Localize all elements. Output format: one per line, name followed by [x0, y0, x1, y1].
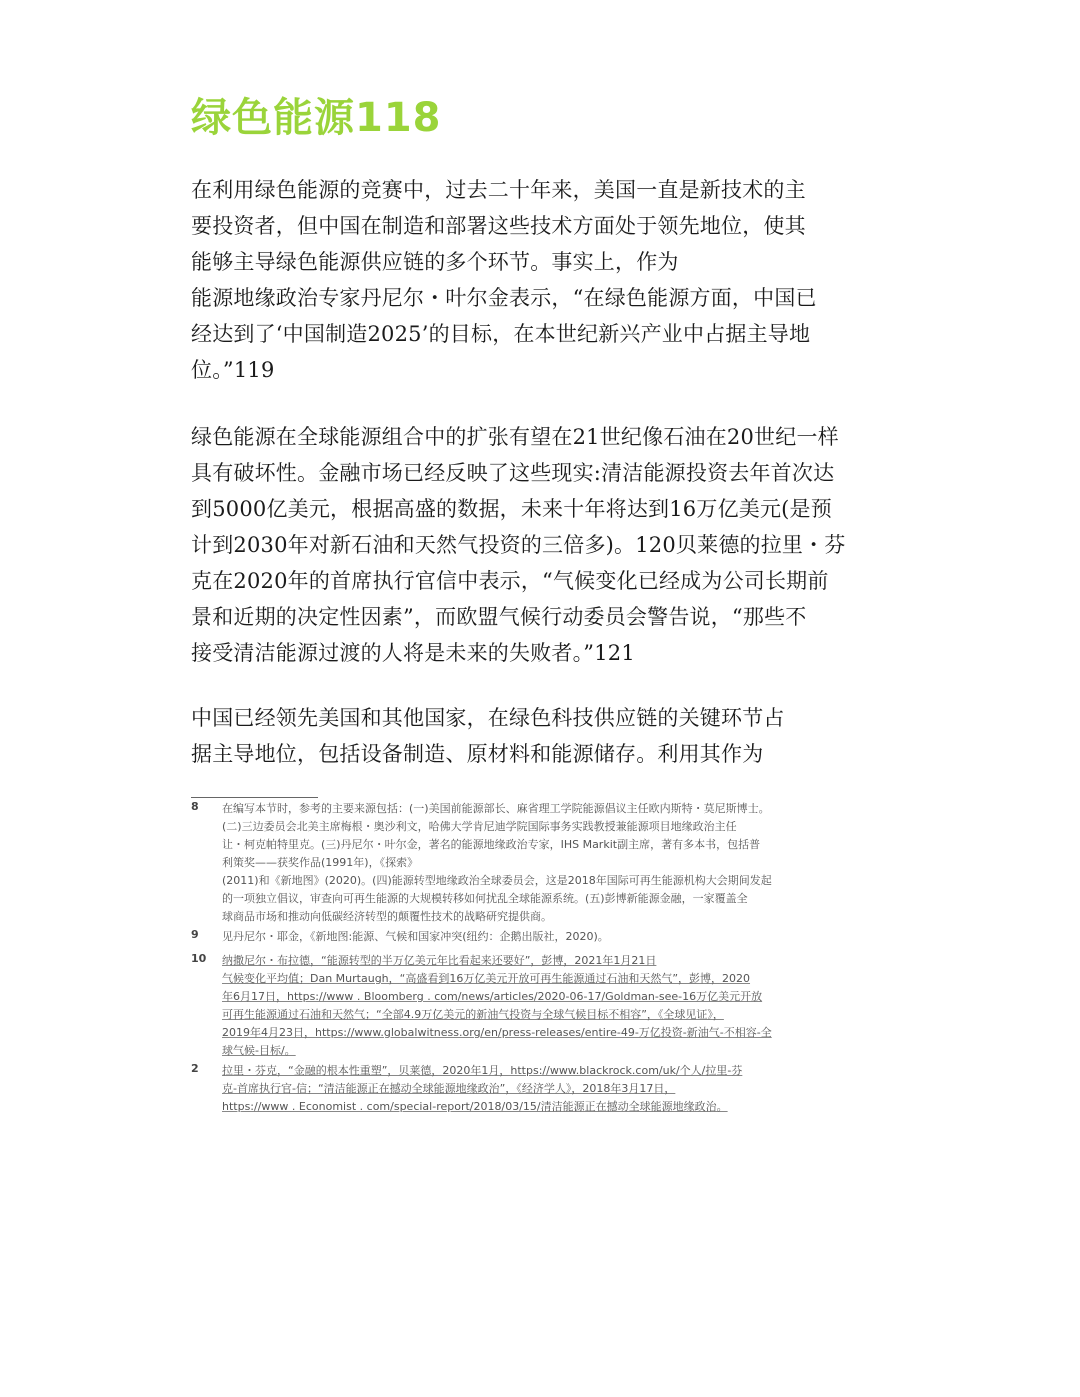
footnote-number: 8 [191, 800, 199, 813]
text-line: 具有破坏性。金融市场已经反映了这些现实:清洁能源投资去年首次达 [191, 461, 835, 485]
text-line: 在利用绿色能源的竞赛中，过去二十年来，美国一直是新技术的主 [191, 178, 806, 202]
footnote-number: 10 [191, 952, 207, 965]
footnote-line: https://www . Economist . com/special-report/2018/03/15/清洁能源正在撼动全球能源地缘政治。 [222, 1100, 728, 1113]
footnote-number: 2 [191, 1062, 199, 1075]
text-line: 接受清洁能源过渡的人将是未来的失败者。”121 [191, 641, 635, 665]
text-line: 绿色能源在全球能源组合中的扩张有望在21世纪像石油在20世纪一样 [191, 425, 839, 449]
footnote-line: 球气候-目标/。 [222, 1044, 296, 1057]
footnote-line: 年6月17日，https://www . Bloomberg . com/news/articles/2020-06-17/Goldman-see-16万亿美元开放 [222, 990, 763, 1003]
text-line: 中国已经领先美国和其他国家，在绿色科技供应链的关键环节占 [191, 706, 785, 730]
page-title: 绿色能源118 [191, 95, 442, 141]
text-line: 要投资者，但中国在制造和部署这些技术方面处于领先地位，使其 [191, 214, 806, 238]
footnote-line: 气候变化平均值；Dan Murtaugh，“高盛看到16万亿美元开放可再生能源通过石油和天然气”，彭博，2020 [222, 972, 751, 985]
paragraph-3 [191, 700, 841, 772]
footnote-line: 球商品市场和推动向低碳经济转型的颠覆性技术的战略研究提供商。 [222, 910, 552, 923]
text-line: 能够主导绿色能源供应链的多个环节。事实上，作为 [191, 250, 679, 274]
footnote-line: 见丹尼尔・耶金，《新地图:能源、气候和国家冲突(纽约：企鹅出版社，2020)。 [222, 930, 609, 943]
paragraph-1 [191, 172, 841, 388]
footnote-line: 利策奖——获奖作品(1991年)，《探索》 [222, 856, 419, 869]
footnote-line: 让・柯克帕特里克。(三)丹尼尔・叶尔金，著名的能源地缘政治专家，IHS Markit副主席，著有多本书，包括普 [222, 838, 761, 851]
footnote-number: 9 [191, 928, 199, 941]
paragraph-2 [191, 419, 846, 671]
footnote-line: 2019年4月23日，https://www.globalwitness.org/en/press-releases/entire-49-万亿投资-新油气-不相容-全 [222, 1026, 772, 1039]
footnote-line: 克-首席执行官-信；“清洁能源正在撼动全球能源地缘政治”，《经济学人》，2018年3月17日， [222, 1082, 676, 1095]
text-line: 能源地缘政治专家丹尼尔・叶尔金表示，“在绿色能源方面，中国已 [191, 286, 817, 310]
text-line: 据主导地位，包括设备制造、原材料和能源储存。利用其作为 [191, 742, 764, 766]
footnote-line: (二)三边委员会北美主席梅根・奥沙利文，哈佛大学肯尼迪学院国际事务实践教授兼能源项目地缘政治主任 [222, 820, 737, 833]
footnote-line: 纳撒尼尔・布拉德，“能源转型的半万亿美元年比看起来还要好”，彭博，2021年1月21日 [222, 954, 657, 967]
text-line: 位。”119 [191, 358, 275, 382]
footnote-line: 可再生能源通过石油和天然气；“全部4.9万亿美元的新油气投资与全球气候目标不相容”，《全球见证》， [222, 1008, 724, 1021]
footnote-line: 拉里・芬克，“金融的根本性重塑”，贝莱德，2020年1月，https://www.blackrock.com/uk/个人/拉里-芬 [222, 1064, 743, 1077]
footnote-line: 的一项独立倡议，审查向可再生能源的大规模转移如何扰乱全球能源系统。(五)彭博新能源金融，一家覆盖全 [222, 892, 748, 905]
footnote-divider [191, 797, 318, 798]
text-line: 经达到了‘中国制造2025’的目标，在本世纪新兴产业中占据主导地 [191, 322, 811, 346]
text-line: 景和近期的决定性因素”，而欧盟气候行动委员会警告说，“那些不 [191, 605, 807, 629]
text-line: 克在2020年的首席执行官信中表示，“气候变化已经成为公司长期前 [191, 569, 829, 593]
text-line: 计到2030年对新石油和天然气投资的三倍多)。120贝莱德的拉里・芬 [191, 533, 846, 557]
footnote-line: (2011)和《新地图》(2020)。(四)能源转型地缘政治全球委员会，这是2018年国际可再生能源机构大会期间发起 [222, 874, 772, 887]
footnote-line: 在编写本节时，参考的主要来源包括：(一)美国前能源部长、麻省理工学院能源倡议主任欧内斯特・莫尼斯博士。 [222, 802, 770, 815]
text-line: 到5000亿美元，根据高盛的数据，未来十年将达到16万亿美元(是预 [191, 497, 832, 521]
